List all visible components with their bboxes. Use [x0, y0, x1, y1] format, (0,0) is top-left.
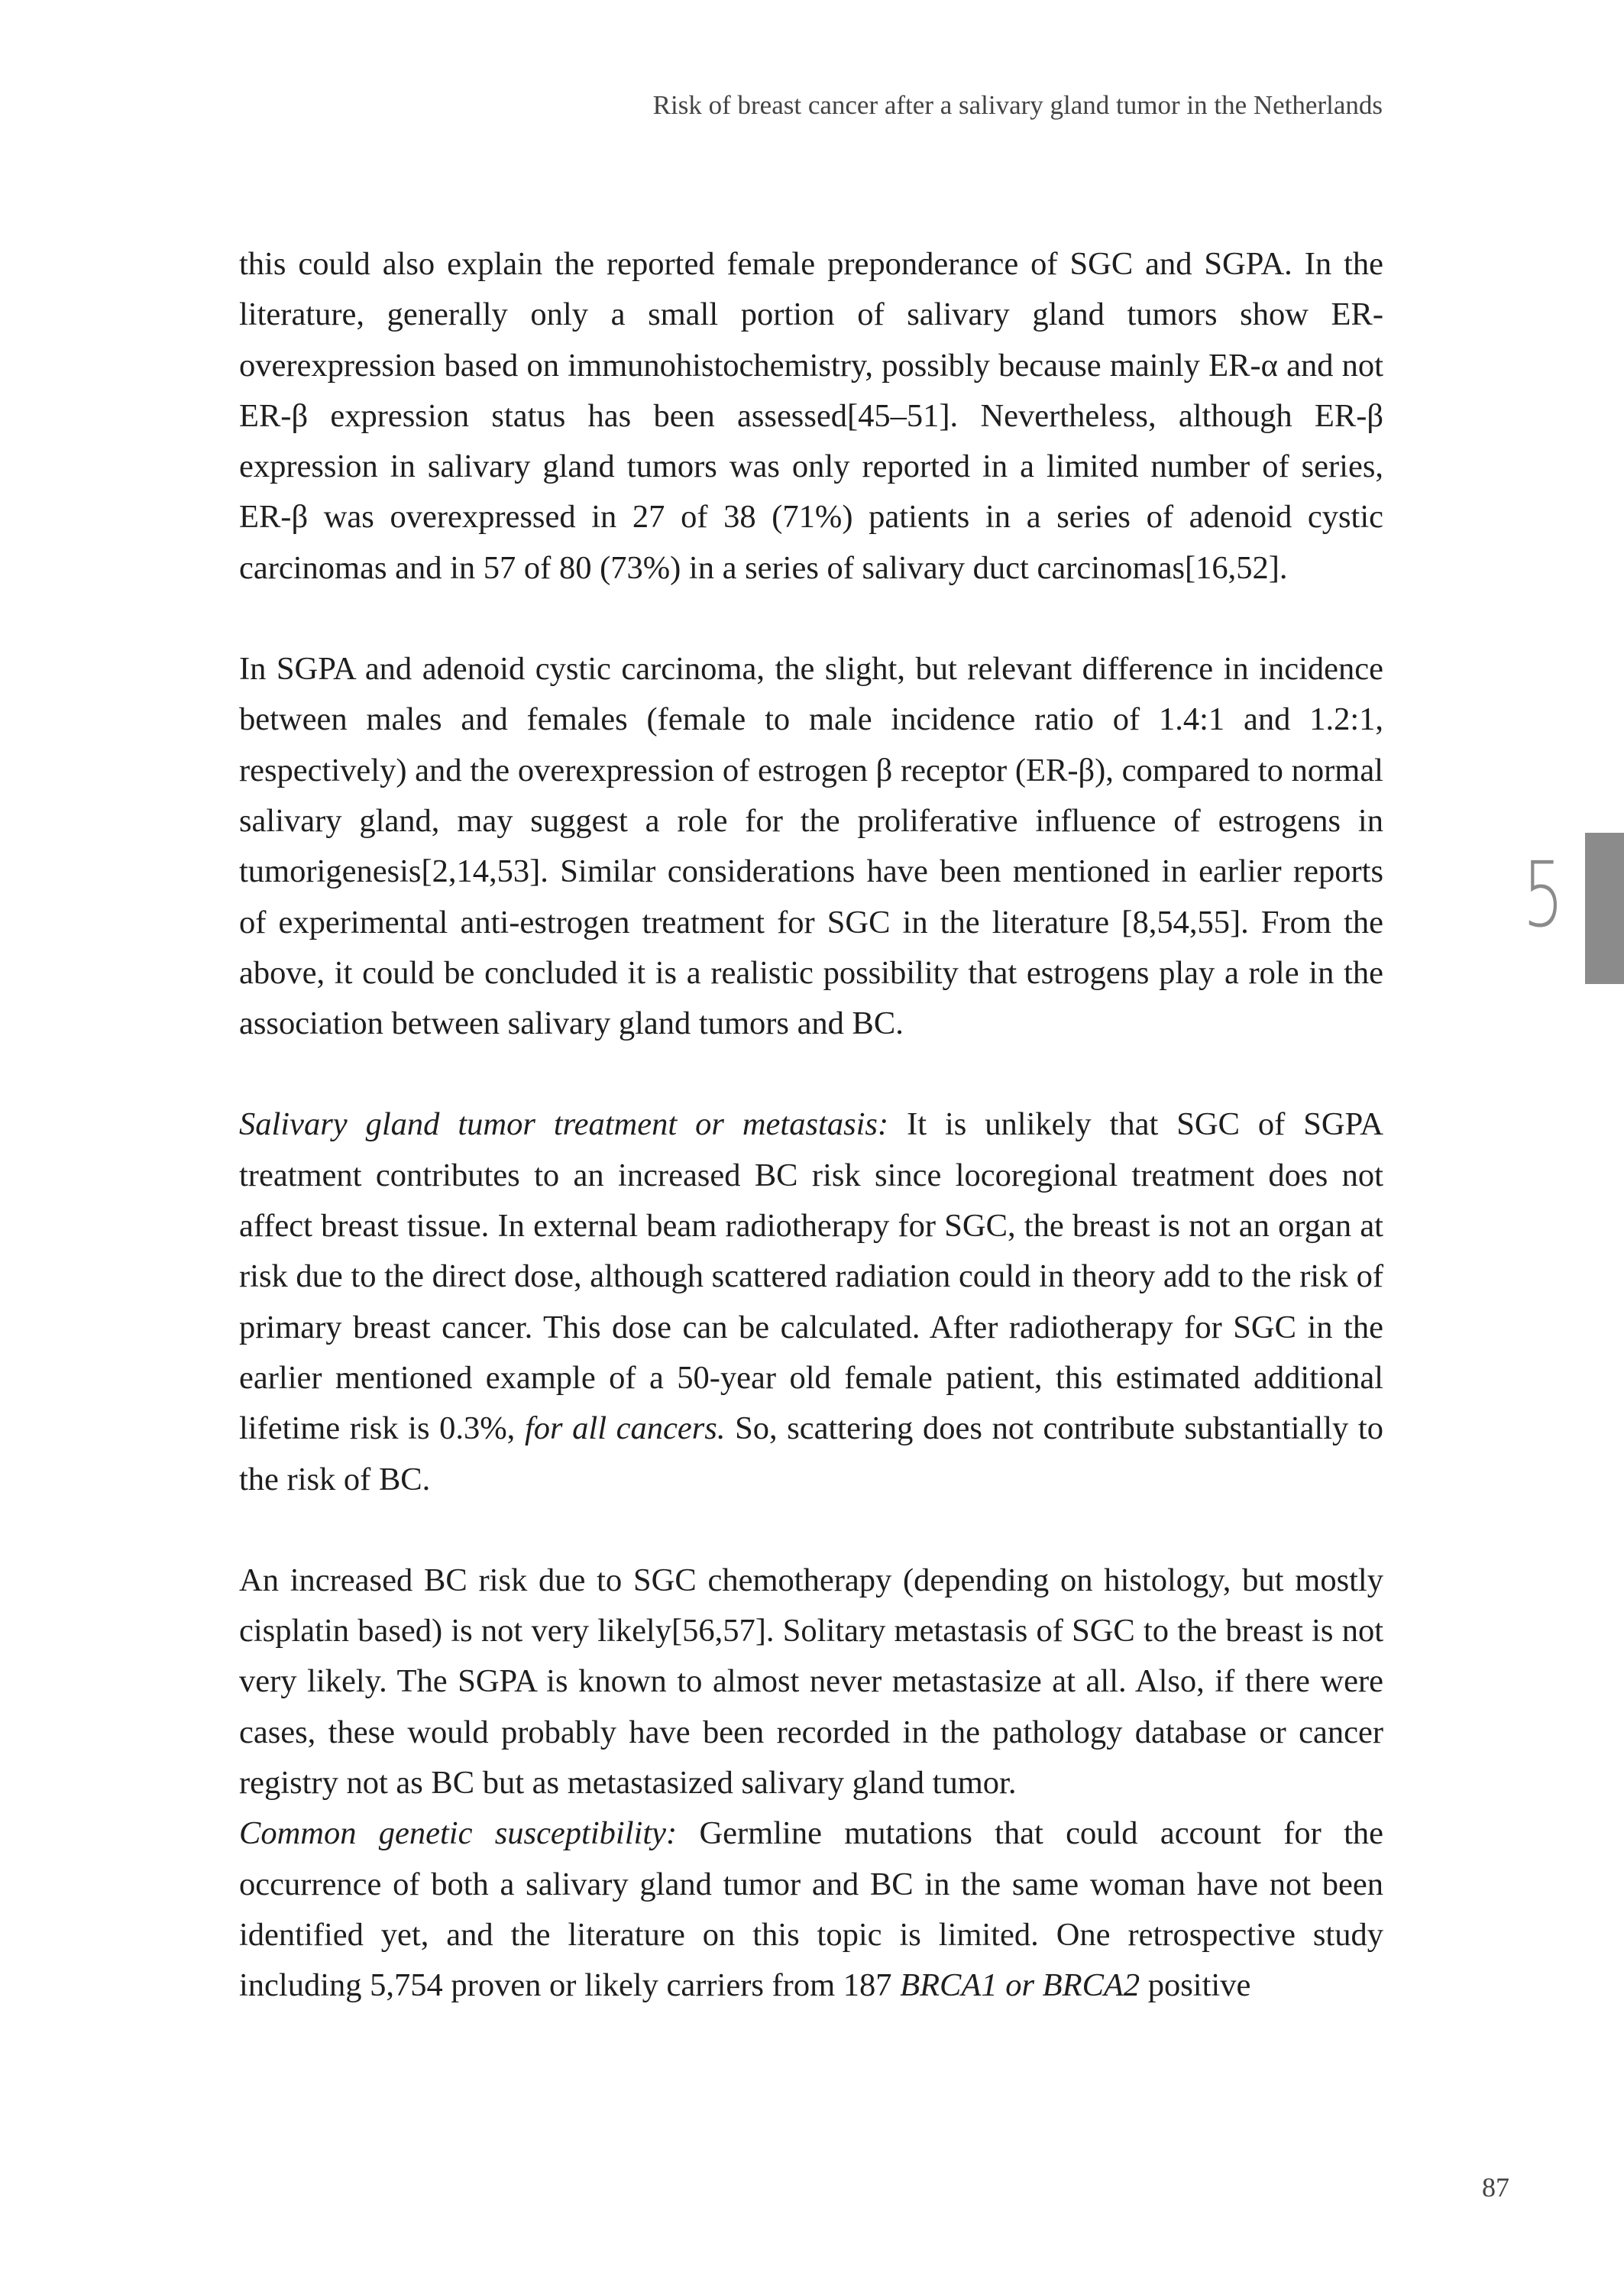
paragraph-text: So, scattering does not contribute substantially to the risk of BC. — [239, 1410, 1383, 1497]
paragraph-text: It is unlikely that SGC of SGPA treatment contributes to an increased BC risk since locoregional treatment does not affect breast tissue. In external beam radiotherapy for SGC, the breast is not an organ at risk due to the direct dose, although scattered radiation could in theory add to the risk of primary breast cancer. This dose can be calculated. After radiotherapy for SGC in the earlier mentioned example of a 50-year old female patient, this estimated additional lifetime risk is 0.3%, — [239, 1106, 1383, 1447]
paragraph-text: this could also explain the reported female preponderance of SGC and SGPA. In the literature, generally only a small portion of salivary gland tumors show ER-overexpression based on immunohistochemistry, possibly because mainly ER-α and not ER-β expression status has been assessed[45–51]. Nevertheless, although ER-β expression in salivary gland tumors was only reported in a limited number of series, ER-β was overexpressed in 27 of 38 (71%) patients in a series of adenoid cystic carcinomas and in 57 of 80 (73%) in a series of salivary duct carcinomas[16,52]. — [239, 246, 1383, 586]
chapter-number: 5 — [1522, 842, 1564, 947]
gene-names-italic: BRCA1 or BRCA2 — [900, 1967, 1140, 2004]
paragraph-treatment-metastasis — [239, 1099, 1383, 1504]
subheading-italic: Common genetic susceptibility: — [239, 1815, 678, 1852]
paragraph-text: positive — [1140, 1967, 1251, 2004]
body-text — [239, 239, 1383, 2012]
page-number: 87 — [1482, 2172, 1509, 2203]
chapter-thumb-tab — [1585, 833, 1624, 984]
paragraph-chemotherapy — [239, 1556, 1383, 1808]
paragraph-text: In SGPA and adenoid cystic carcinoma, the slight, but relevant difference in incidence between males and females (female to male incidence ratio of 1.4:1 and 1.2:1, respectively) and the overexpression of estrogen β receptor (ER-β), compared to normal salivary gland, may suggest a role for the proliferative influence of estrogens in tumorigenesis[2,14,53]. Similar considerations have been mentioned in earlier reports of experimental anti-estrogen treatment for SGC in the literature [8,54,55]. From the above, it could be concluded it is a realistic possibility that estrogens play a role in the association between salivary gland tumors and BC. — [239, 651, 1383, 1042]
paragraph-genetic-susceptibility — [239, 1808, 1383, 2011]
running-header: Risk of breast cancer after a salivary gland tumor in the Netherlands — [652, 90, 1383, 120]
paragraph-estrogen-receptor — [239, 239, 1383, 594]
paragraph-text: Germline mutations that could account for the occurrence of both a salivary gland tumor and BC in the same woman have not been identified yet, and the literature on this topic is limited. One retrospective study including 5,754 proven or likely carriers from 187 — [239, 1815, 1384, 2004]
paragraph-text: An increased BC risk due to SGC chemotherapy (depending on histology, but mostly cisplatin based) is not very likely[56,57]. Solitary metastasis of SGC to the breast is not very likely. The SGPA is known to almost never metastasize at all. Also, if there were cases, these would probably have been recorded in the pathology database or cancer registry not as BC but as metastasized salivary gland tumor. — [239, 1562, 1383, 1802]
paragraph-sgpa-incidence — [239, 644, 1383, 1049]
subheading-italic: Salivary gland tumor treatment or metastasis: — [239, 1106, 889, 1143]
emphasis-italic: for all cancers. — [524, 1410, 726, 1447]
